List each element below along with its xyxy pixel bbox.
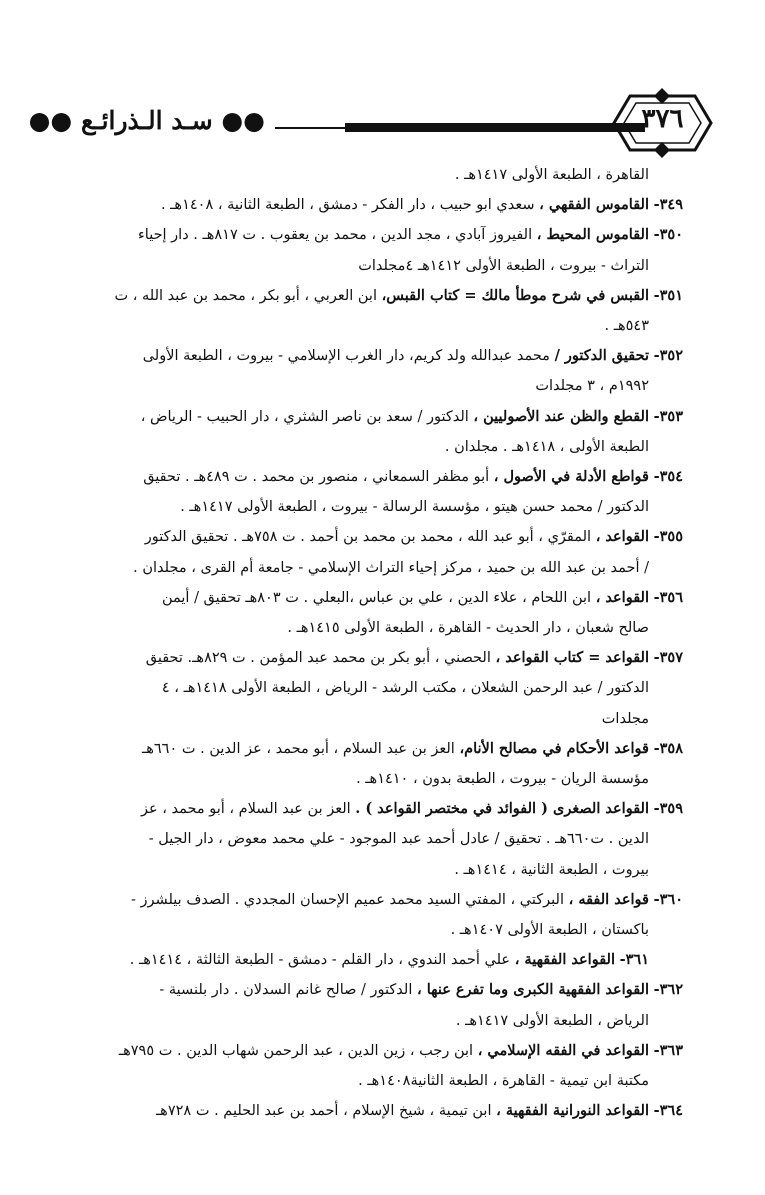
entry-details: ابن تيمية ، شيخ الإسلام ، أحمد بن عبد الحليم . ت ٧٢٨هـ bbox=[155, 1103, 497, 1120]
entry-details: الحصني ، أبو بكر بن محمد عبد المؤمن . ت ٨٢٩هـ. تحقيق bbox=[145, 650, 496, 667]
bibliography-entry bbox=[88, 794, 683, 885]
entry-first-line bbox=[88, 583, 683, 613]
entry-continuation-line: التراث - بيروت ، الطبعة الأولى ١٤١٢هـ ٤مجلدات bbox=[358, 257, 649, 274]
entry-number: ٣٤٩- bbox=[653, 196, 683, 214]
entry-first-line bbox=[88, 462, 683, 492]
entry-number: ٣٥٣- bbox=[653, 407, 683, 425]
entry-title: القاموس المحيط ، bbox=[536, 226, 649, 244]
entry-title: القواعد النورانية الفقهية ، bbox=[496, 1102, 649, 1120]
bibliography-entry bbox=[88, 643, 683, 734]
entry-first-line bbox=[88, 220, 683, 250]
entry-number: ٣٦١- bbox=[619, 951, 649, 969]
bibliography-entry bbox=[88, 734, 683, 794]
bibliography-entry bbox=[88, 583, 683, 643]
bibliography-entry bbox=[88, 945, 683, 975]
entry-number: ٣٥٥- bbox=[653, 528, 683, 546]
entry-number: ٣٥٦- bbox=[653, 588, 683, 606]
entry-number: ٣٥٨- bbox=[653, 739, 683, 757]
running-title: ●● سـد الـذرائـع ●● bbox=[28, 106, 265, 135]
entry-first-line bbox=[88, 160, 683, 190]
entry-number: ٣٦٢- bbox=[653, 981, 683, 999]
entry-title: تحقيق الدكتور / bbox=[554, 347, 649, 365]
entry-continuation-line: الدين . ت٦٦٠هـ . تحقيق / عادل أحمد عبد الموجود - علي محمد معوض ، دار الجيل - bbox=[148, 831, 649, 848]
entry-details: أبو مظفر السمعاني ، منصور بن محمد . ت ٤٨٩هـ . تحقيق bbox=[143, 469, 494, 486]
entry-continuation-line: الرياض ، الطبعة الأولى ١٤١٧هـ . bbox=[455, 1012, 649, 1029]
entry-details: ابن اللحام ، علاء الدين ، علي بن عباس ،البعلي . ت ٨٠٣هـ تحقيق / أيمن bbox=[161, 589, 596, 606]
entry-first-line bbox=[88, 402, 683, 432]
entry-details: الدكتور / سعد بن ناصر الشثري ، دار الحبيب - الرياض ، bbox=[140, 408, 474, 425]
entry-continuation-line: ٥٤٣هـ . bbox=[604, 318, 649, 335]
bibliography-entry bbox=[88, 341, 683, 401]
entry-number: ٣٥٧- bbox=[653, 649, 683, 667]
entry-first-line bbox=[88, 885, 683, 915]
entry-first-line bbox=[88, 643, 683, 673]
entry-continuation-line: مكتبة ابن تيمية - القاهرة ، الطبعة الثانية١٤٠٨هـ . bbox=[358, 1073, 649, 1090]
entry-continuation-line: بيروت ، الطبعة الثانية ، ١٤١٤هـ . bbox=[454, 861, 649, 878]
entry-details: العز بن عبد السلام ، أبو محمد ، عز الدين . ت ٦٦٠هـ bbox=[141, 740, 460, 757]
entry-title: القواعد = كتاب القواعد ، bbox=[495, 649, 649, 667]
entry-title: قواعد الأحكام في مصالح الأنام، bbox=[459, 739, 649, 757]
entry-number: ٣٦٣- bbox=[653, 1041, 683, 1059]
header-thick-rule bbox=[345, 123, 645, 132]
page-header bbox=[28, 88, 715, 158]
entry-first-line bbox=[88, 522, 683, 552]
entry-details: ابن العربي ، أبو بكر ، محمد بن عبد الله ، ت bbox=[114, 287, 382, 304]
entry-title: القواعد ، bbox=[595, 588, 649, 606]
entry-title: القواعد الصغرى ( الفوائد في مختصر القواعد ) . bbox=[355, 800, 649, 818]
entry-continuation-line: الدكتور / عبد الرحمن الشعلان ، مكتب الرشد - الرياض ، الطبعة الأولى ١٤١٨هـ ، ٤ bbox=[161, 680, 649, 697]
bibliography-entry bbox=[88, 1096, 683, 1126]
entry-details: ابن رجب ، زين الدين ، عبد الرحمن شهاب الدين . ت ٧٩٥هـ bbox=[118, 1042, 478, 1059]
entry-title: القاموس الفقهي ، bbox=[539, 196, 649, 214]
entry-first-line bbox=[88, 734, 683, 764]
entry-number: ٣٥٢- bbox=[653, 347, 683, 365]
entry-title: قواطع الأدلة في الأصول ، bbox=[493, 468, 649, 486]
entry-continuation-line: الدكتور / محمد حسن هيتو ، مؤسسة الرسالة - بيروت ، الطبعة الأولى ١٤١٧هـ . bbox=[180, 499, 649, 516]
entry-details: العز بن عبد السلام ، أبو محمد ، عز bbox=[140, 801, 356, 818]
entry-details: الفيروز آبادي ، مجد الدين ، محمد بن يعقوب . ت ٨١٧هـ . دار إحياء bbox=[137, 227, 537, 244]
entry-details: محمد عبدالله ولد كريم، دار الغرب الإسلامي - بيروت ، الطبعة الأولى bbox=[142, 348, 555, 365]
entry-first-line bbox=[88, 794, 683, 824]
entry-continuation-line: صالح شعبان ، دار الحديث - القاهرة ، الطبعة الأولى ١٤١٥هـ . bbox=[287, 620, 649, 637]
entry-continuation-line: باكستان ، الطبعة الأولى ١٤٠٧هـ . bbox=[450, 922, 649, 939]
bibliography-entry bbox=[88, 220, 683, 280]
bibliography-entry bbox=[88, 160, 683, 190]
entry-continuation-line: ١٩٩٢م ، ٣ مجلدات bbox=[535, 378, 649, 395]
entry-title: القواعد ، bbox=[595, 528, 649, 546]
entry-first-line bbox=[88, 281, 683, 311]
entry-first-line bbox=[88, 341, 683, 371]
entry-title: القواعد في الفقه الإسلامي ، bbox=[477, 1041, 649, 1059]
entry-first-line bbox=[88, 945, 683, 975]
entry-number: ٣٥٠- bbox=[653, 226, 683, 244]
bibliography-entry bbox=[88, 281, 683, 341]
entry-details: سعدي ابو حبيب ، دار الفكر - دمشق ، الطبعة الثانية ، ١٤٠٨هـ . bbox=[160, 197, 540, 214]
entry-number: ٣٦٠- bbox=[653, 890, 683, 908]
entry-title: القواعد الفقهية ، bbox=[514, 951, 615, 969]
bibliography-entry bbox=[88, 462, 683, 522]
entry-first-line bbox=[88, 975, 683, 1005]
entry-first-line bbox=[88, 1096, 683, 1126]
entry-continuation-line: مؤسسة الريان - بيروت ، الطبعة بدون ، ١٤١٠هـ . bbox=[356, 771, 649, 788]
entry-title: القطع والظن عند الأصوليين ، bbox=[473, 407, 649, 425]
bibliography-entry bbox=[88, 402, 683, 462]
entry-details: علي أحمد الندوي ، دار القلم - دمشق - الطبعة الثالثة ، ١٤١٤هـ . bbox=[129, 952, 515, 969]
entry-details: المقرّي ، أبو عبد الله ، محمد بن محمد بن أحمد . ت ٧٥٨هـ . تحقيق الدكتور bbox=[144, 529, 596, 546]
page-number-badge bbox=[610, 88, 715, 158]
entry-title: قواعد الفقه ، bbox=[568, 890, 649, 908]
entry-number: ٣٥٤- bbox=[653, 468, 683, 486]
bibliography-list bbox=[88, 160, 683, 1127]
entry-details: البركتي ، المفتي السيد محمد عميم الإحسان المجددي . الصدف بيلشرز - bbox=[131, 891, 569, 908]
entry-title: القواعد الفقهية الكبرى وما تفرع عنها ، bbox=[416, 981, 649, 999]
entry-first-line bbox=[88, 1036, 683, 1066]
entry-title: القبس في شرح موطأ مالك = كتاب القبس، bbox=[381, 286, 649, 304]
entry-first-line bbox=[88, 190, 683, 220]
entry-continuation-line: الطبعة الأولى ، ١٤١٨هـ . مجلدان . bbox=[444, 438, 649, 455]
entry-continuation-line: مجلدات bbox=[601, 710, 649, 727]
bibliography-entry bbox=[88, 190, 683, 220]
bibliography-entry bbox=[88, 1036, 683, 1096]
entry-number: ٣٥١- bbox=[653, 286, 683, 304]
page-number: ٣٧٦ bbox=[641, 104, 684, 134]
entry-text: القاهرة ، الطبعة الأولى ١٤١٧هـ . bbox=[454, 167, 649, 183]
bibliography-entry bbox=[88, 522, 683, 582]
entry-number: ٣٦٤- bbox=[653, 1102, 683, 1120]
entry-continuation-line: / أحمد بن عبد الله بن حميد ، مركز إحياء التراث الإسلامي - جامعة أم القرى ، مجلدان . bbox=[133, 559, 649, 576]
entry-number: ٣٥٩- bbox=[653, 800, 683, 818]
bibliography-entry bbox=[88, 885, 683, 945]
entry-details: الدكتور / صالح غانم السدلان . دار بلنسية - bbox=[159, 982, 417, 999]
bibliography-entry bbox=[88, 975, 683, 1035]
